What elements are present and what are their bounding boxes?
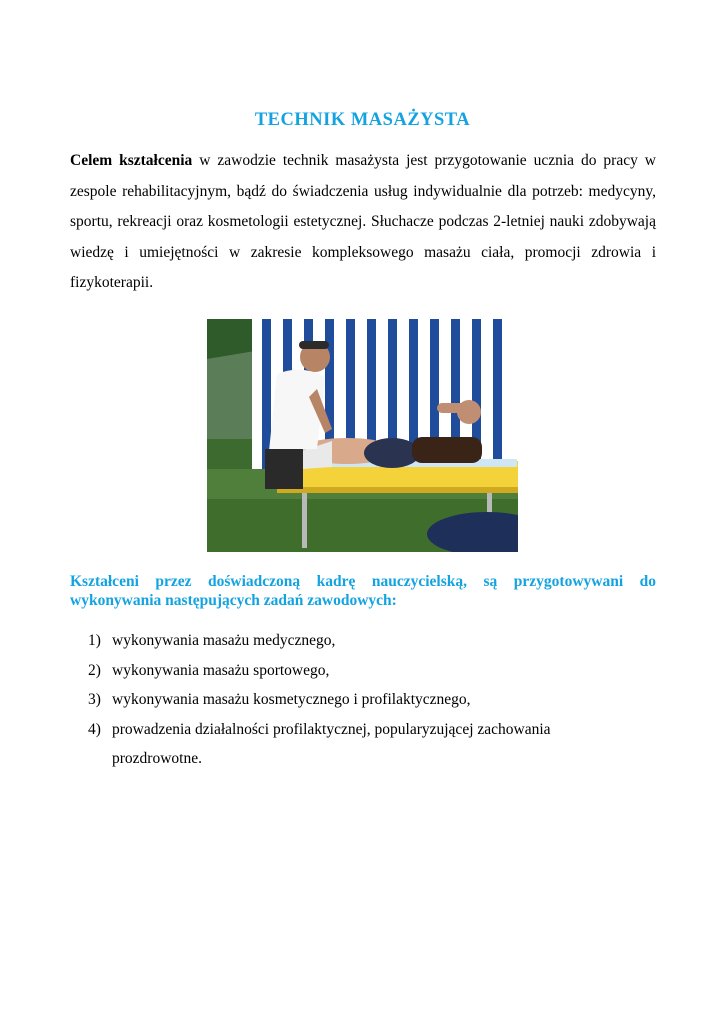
list-item-number: 2) (88, 661, 101, 679)
list-item-number: 3) (88, 691, 101, 708)
massage-photo (207, 319, 518, 552)
list-item (88, 715, 608, 774)
list-item-text: wykonywania masażu medycznego, (112, 632, 336, 649)
intro-lead: Celem kształcenia (70, 152, 193, 169)
page-title: TECHNIK MASAŻYSTA (254, 110, 471, 130)
tasks-list (88, 626, 608, 774)
list-item-text: prowadzenia działalności profilaktycznej, popularyzującej zachowania prozdrowotne. (112, 720, 551, 767)
list-item-number: 1) (88, 632, 101, 649)
tasks-heading: Kształceni przez doświadczoną kadrę nauczycielską, są przygotowywani do wykonywania następujących zadań zawodowych: (70, 573, 656, 609)
list-item (88, 626, 608, 656)
list-item-number: 4) (88, 720, 101, 738)
list-item-text: wykonywania masażu kosmetycznego i profilaktycznego, (112, 691, 471, 708)
list-item-text: wykonywania masażu sportowego, (112, 661, 330, 679)
intro-paragraph (70, 146, 656, 299)
intro-text: w zawodzie technik masażysta jest przygotowanie ucznia do pracy w zespole rehabilitacyjnym, bądź do świadczenia usług indywidualnie dla potrzeb: medycyny, sportu, rekreacji oraz kosmetologii estetycznej. Słuchacze podczas 2-letniej nauki zdobywają wiedzę i umiejętności w zakresie kompleksowego masażu ciała, promocji zdrowia i fizykoterapii. (70, 152, 656, 291)
list-item (88, 656, 608, 686)
list-item (88, 685, 608, 715)
